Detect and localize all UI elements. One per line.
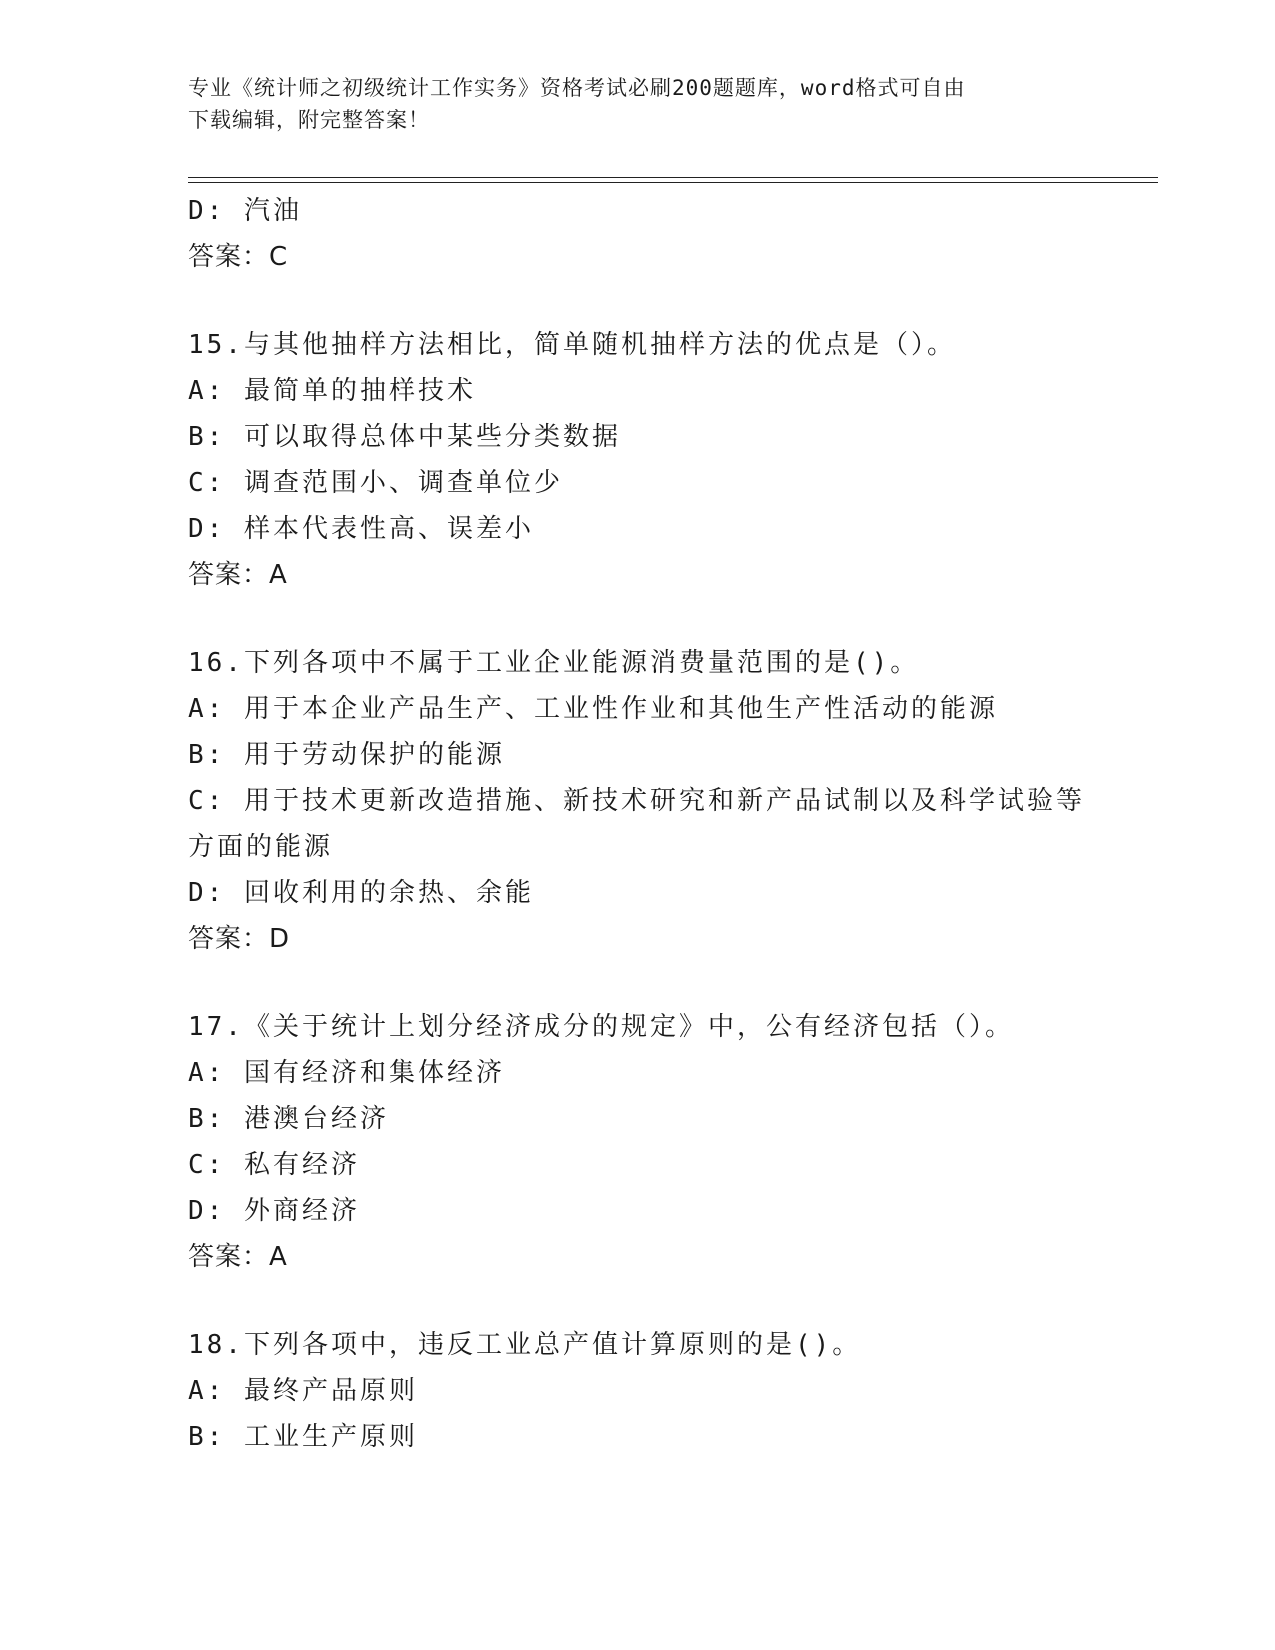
previous-question-tail	[188, 188, 1128, 280]
header-divider-bottom	[188, 182, 1158, 183]
option-a: A: 最简单的抽样技术	[188, 376, 476, 406]
option-b: B: 可以取得总体中某些分类数据	[188, 422, 621, 452]
option-c: C: 私有经济	[188, 1150, 360, 1180]
option-b: B: 港澳台经济	[188, 1104, 389, 1134]
header-line-2: 下载编辑，附完整答案！	[188, 108, 430, 132]
spacer	[188, 598, 1128, 640]
option-a: A: 国有经济和集体经济	[188, 1058, 505, 1088]
question-17	[188, 1004, 1128, 1280]
question-stem: 15.与其他抽样方法相比，简单随机抽样方法的优点是（）。	[188, 330, 956, 360]
option-a: A: 用于本企业产品生产、工业性作业和其他生产性活动的能源	[188, 694, 998, 724]
spacer	[188, 280, 1128, 322]
document-header	[188, 72, 1088, 136]
question-16	[188, 640, 1128, 962]
question-stem: 16.下列各项中不属于工业企业能源消费量范围的是()。	[188, 648, 920, 678]
question-18	[188, 1322, 1128, 1460]
answer-line: 答案：C	[188, 242, 289, 272]
answer-line: 答案：A	[188, 1242, 288, 1272]
question-stem: 17.《关于统计上划分经济成分的规定》中，公有经济包括（）。	[188, 1012, 1014, 1042]
option-c: C: 调查范围小、调查单位少	[188, 468, 563, 498]
spacer	[188, 1280, 1128, 1322]
header-line-1: 专业《统计师之初级统计工作实务》资格考试必刷200题题库，word格式可自由	[188, 76, 966, 100]
option-d: D: 外商经济	[188, 1196, 360, 1226]
question-stem: 18.下列各项中，违反工业总产值计算原则的是()。	[188, 1330, 862, 1360]
question-content	[188, 188, 1128, 1460]
option-d: D: 样本代表性高、误差小	[188, 514, 534, 544]
option-d: D: 回收利用的余热、余能	[188, 878, 534, 908]
option-b: B: 工业生产原则	[188, 1422, 418, 1452]
spacer	[188, 962, 1128, 1004]
option-d: D: 汽油	[188, 196, 302, 226]
answer-line: 答案：D	[188, 924, 291, 954]
option-c: C: 用于技术更新改造措施、新技术研究和新产品试制以及科学试验等方面的能源	[188, 786, 1085, 862]
question-15	[188, 322, 1128, 598]
header-divider-top	[188, 177, 1158, 178]
answer-line: 答案：A	[188, 560, 288, 590]
option-a: A: 最终产品原则	[188, 1376, 418, 1406]
option-b: B: 用于劳动保护的能源	[188, 740, 505, 770]
